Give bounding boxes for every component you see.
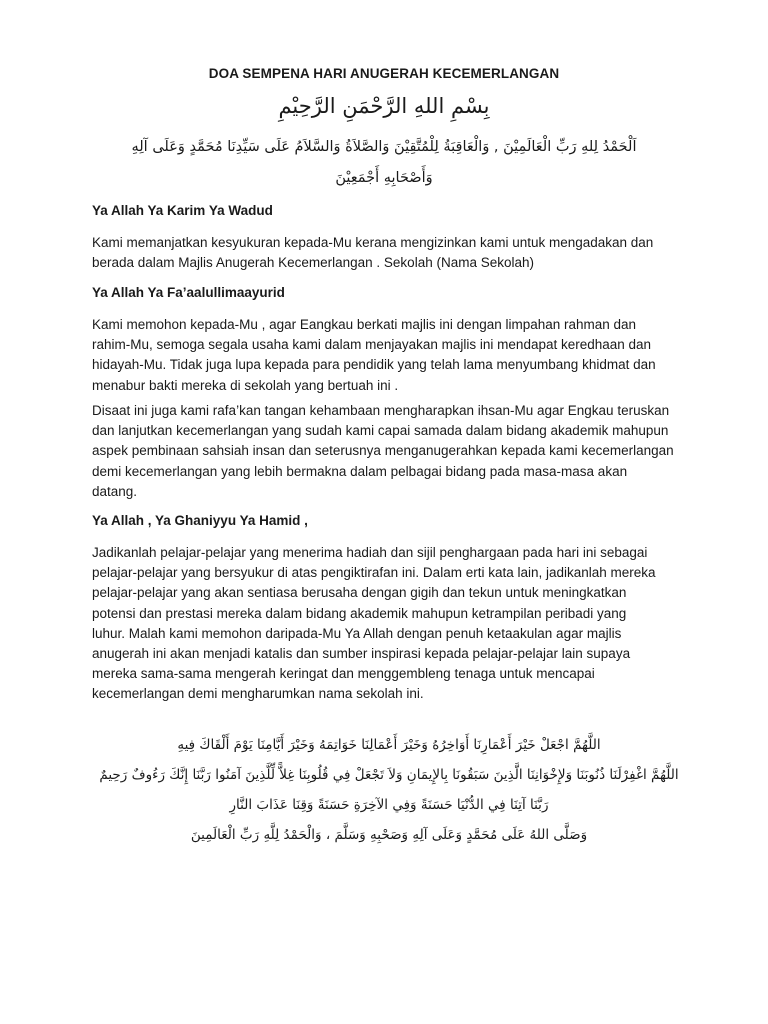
paragraph-2 xyxy=(92,315,692,396)
paragraph-line: anugerah ini akan menjadi katalis dan sumber inspirasi kepada pelajar-pelajar lain supaya xyxy=(92,646,631,662)
heading-ya-ghaniyyu-ya-hamid: Ya Allah , Ya Ghaniyyu Ya Hamid , xyxy=(92,513,308,528)
paragraph-line: pelajar-pelajar yang bersyukur di atas pengiktirafan ini. Dalam erti kata lain, jadikanlah mereka xyxy=(92,565,656,581)
paragraph-line: mereka sama-sama mengerah keringat dan menggembleng tenaga untuk mencapai xyxy=(92,666,595,682)
paragraph-line: Jadikanlah pelajar-pelajar yang menerima hadiah dan sijil penghargaan pada hari ini sebagai xyxy=(92,545,648,560)
paragraph-line: rahim-Mu, semoga segala usaha kami dalam menjayakan majlis ini mendapat keredhaan dan xyxy=(92,337,652,353)
paragraph-line: potensi dan prestasi mereka dalam bidang akademik mahupun ketrampilan peribadi yang xyxy=(92,605,627,621)
paragraph-line: datang. xyxy=(92,483,138,499)
arabic-opening-line-2: وَأَصْحَابِهِ أَجْمَعِيْنَ xyxy=(335,170,433,186)
paragraph-line: berada dalam Majlis Anugerah Kecemerlangan . Sekolah (Nama Sekolah) xyxy=(92,255,534,271)
document-title: DOA SEMPENA HARI ANUGERAH KECEMERLANGAN xyxy=(208,66,560,81)
paragraph-line: demi kecemerlangan yang lebih bermakna dalam pelbagai bidang pada masa-masa akan xyxy=(92,463,628,479)
paragraph-3 xyxy=(92,401,692,502)
closing-dua-line-1: اللَّهُمَّ اجْعَلْ خَيْرَ أَعْمَارِنَا أَوَاخِرُهُ وَخَيْرَ أَعْمَالِنَا خَوَاتِمَهُ وَخَيْرَ أَيَّامِنَا يَوْمَ أَلْقَاكَ فِيهِ xyxy=(177,737,601,753)
closing-dua-line-4: وَصَلَّى اللهُ عَلَى مُحَمَّدٍ وَعَلَى آلِهِ وَصَحْبِهِ وَسَلَّمَ ، وَالْحَمْدُ لِلَّهِ رَبِّ الْعَالَمِينَ xyxy=(190,827,588,843)
heading-ya-allah-ya-karim: Ya Allah Ya Karim Ya Wadud xyxy=(92,203,273,218)
paragraph-line: Kami memanjatkan kesyukuran kepada-Mu kerana mengizinkan kami untuk mengadakan dan xyxy=(92,235,654,250)
heading-ya-allah-ya-faaal: Ya Allah Ya Fa’aalullimaayurid xyxy=(92,285,285,300)
closing-dua-line-2: اللَّهُمَّ اغْفِرْلَنَا ذُنُوبَنَا وَلإِخْوَانِنَا الَّذِينَ سَبَقُونَا بِالإِيمَانِ وَلاَ تَجْعَلْ فِي قُلُوبِنَا غِلاًّ لِّلَّذِينَ آمَنُوا رَبَّنَا إِنَّكَ رَءُوفٌ رَحِيمٌ xyxy=(99,767,679,783)
paragraph-1 xyxy=(92,233,692,273)
closing-dua-line-3: رَبَّنَا آتِنَا فِي الدُّنْيَا حَسَنَةً وَفِي الآخِرَةِ حَسَنَةً وَقِنَا عَذَابَ النَّارِ xyxy=(229,797,549,813)
paragraph-line: hidayah-Mu. Tidak juga lupa kepada para pendidik yang telah lama menyumbang khidmat dan xyxy=(92,357,656,373)
basmalah: بِسْمِ اللهِ الرَّحْمَنِ الرَّحِيْمِ xyxy=(278,94,490,118)
paragraph-line: Disaat ini juga kami rafa’kan tangan kehambaan mengharapkan ihsan-Mu agar Engkau teruskan xyxy=(92,403,670,418)
paragraph-4 xyxy=(92,543,692,705)
paragraph-line: Kami memohon kepada-Mu , agar Eangkau berkati majlis ini dengan limpahan rahman dan xyxy=(92,317,637,332)
paragraph-line: kecemerlangan demi mengharumkan nama sekolah ini. xyxy=(92,686,424,702)
paragraph-line: dan lanjutkan kecemerlangan yang sudah kami capai samada dalam bidang akademik mahupun xyxy=(92,423,669,439)
paragraph-line: aspek pembinaan sahsiah insan dan seterusnya menganugerahkan kepada kami kecemerlangan xyxy=(92,443,674,459)
arabic-opening-line-1: اَلْحَمْدُ لِلهِ رَبِّ الْعَالَمِيْنَ , وَالْعَاقِبَةُ لِلْمُتَّقِيْنَ وَالصَّلاَةُ وَالسَّلاَمُ عَلَى سَيِّدِنَا مُحَمَّدٍ وَعَلَى آلِهِ xyxy=(131,139,637,155)
paragraph-line: luhur. Malah kami memohon daripada-Mu Ya Allah dengan penuh ketaakulan agar majlis xyxy=(92,625,622,641)
paragraph-line: pelajar-pelajar yang akan sentiasa berusaha dengan gigih dan tekun untuk meningkatkan xyxy=(92,585,627,601)
paragraph-line: menabur bakti mereka di sekolah yang bertuah ini . xyxy=(92,377,399,393)
